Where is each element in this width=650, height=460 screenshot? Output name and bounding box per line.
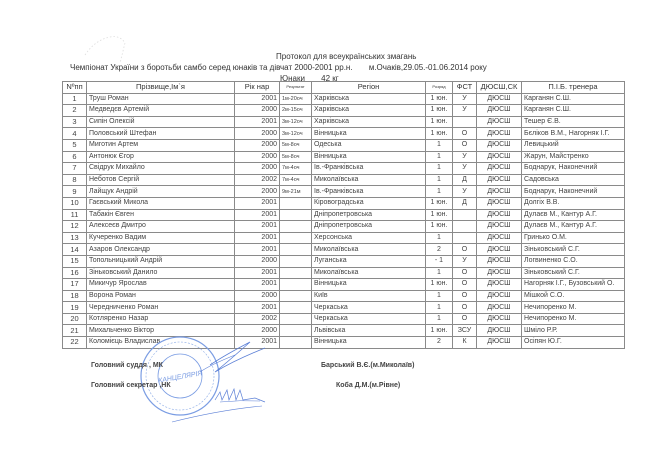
cell-birth-year: 2000 <box>235 105 280 117</box>
cell-sport-school: ДЮСШ <box>477 279 522 291</box>
table-row <box>63 290 625 302</box>
cell-row-number: 1 <box>63 93 87 105</box>
cell-fst <box>453 221 477 233</box>
cell-sport-school: ДЮСШ <box>477 232 522 244</box>
col-header-result: Результат <box>280 82 312 94</box>
col-header-coach: П.І.Б. тренера <box>522 82 625 94</box>
cell-row-number: 5 <box>63 139 87 151</box>
cell-result <box>280 337 312 349</box>
cell-region: Черкаська <box>312 313 426 325</box>
cell-region: Миколаївська <box>312 267 426 279</box>
table-row <box>63 128 625 140</box>
cell-sport-school: ДЮСШ <box>477 128 522 140</box>
cell-sport-rank: 1 <box>426 174 453 186</box>
cell-athlete-name: Кучеренко Вадим <box>87 232 235 244</box>
cell-coach-name: Нагорняк І.Г., Бузовський О. <box>522 279 625 291</box>
cell-birth-year: 2001 <box>235 337 280 349</box>
cell-fst <box>453 209 477 221</box>
cell-sport-school: ДЮСШ <box>477 139 522 151</box>
cell-region: Черкаська <box>312 302 426 314</box>
chief-judge-name: Барський В.Є.(м.Миколаїв) <box>321 362 415 369</box>
col-header-name: Прізвище,Ім`я <box>87 82 235 94</box>
table-row <box>63 93 625 105</box>
cell-fst <box>453 116 477 128</box>
cell-sport-school: ДЮСШ <box>477 93 522 105</box>
cell-athlete-name: Лайщук Андрій <box>87 186 235 198</box>
chief-judge-label: Головний суддя , МК <box>91 362 163 369</box>
cell-row-number: 7 <box>63 163 87 175</box>
cell-sport-rank: 1 <box>426 267 453 279</box>
col-header-school: ДЮСШ,СК <box>477 82 522 94</box>
table-row <box>63 163 625 175</box>
cell-result <box>280 255 312 267</box>
cell-coach-name: Левицький <box>522 139 625 151</box>
cell-athlete-name: Топольницький Андрій <box>87 255 235 267</box>
cell-sport-school: ДЮСШ <box>477 290 522 302</box>
cell-region: Ів.-Франківська <box>312 186 426 198</box>
cell-fst: О <box>453 313 477 325</box>
cell-row-number: 6 <box>63 151 87 163</box>
cell-region: Харківська <box>312 105 426 117</box>
document-title: Протокол для всеукраїнських змагань <box>276 52 417 61</box>
cell-region: Львівська <box>312 325 426 337</box>
cell-birth-year: 2001 <box>235 302 280 314</box>
cell-fst: У <box>453 105 477 117</box>
cell-coach-name: Боднарук, Наконечний <box>522 186 625 198</box>
table-row <box>63 255 625 267</box>
cell-region: Вінницька <box>312 128 426 140</box>
cell-birth-year: 2000 <box>235 139 280 151</box>
cell-sport-rank: 1 юн. <box>426 221 453 233</box>
cell-sport-rank: - 1 <box>426 255 453 267</box>
cell-fst: К <box>453 337 477 349</box>
cell-birth-year: 2001 <box>235 279 280 291</box>
cell-row-number: 9 <box>63 186 87 198</box>
cell-row-number: 16 <box>63 267 87 279</box>
cell-result: 9м-21м <box>280 186 312 198</box>
cell-birth-year: 2002 <box>235 174 280 186</box>
cell-athlete-name: Алексеєв Дмитро <box>87 221 235 233</box>
cell-sport-rank: 1 <box>426 139 453 151</box>
col-header-fst: ФСТ <box>453 82 477 94</box>
cell-row-number: 11 <box>63 209 87 221</box>
cell-sport-rank: 1 <box>426 313 453 325</box>
table-row <box>63 197 625 209</box>
cell-athlete-name: Неботов Сергій <box>87 174 235 186</box>
cell-fst: Д <box>453 174 477 186</box>
table-row <box>63 244 625 256</box>
cell-region: Дніпропетровська <box>312 209 426 221</box>
cell-region: Харківська <box>312 116 426 128</box>
col-header-region: Регіон <box>312 82 426 94</box>
place-and-date: м.Очаків,29.05.-01.06.2014 року <box>368 63 487 72</box>
cell-fst: У <box>453 151 477 163</box>
cell-sport-school: ДЮСШ <box>477 325 522 337</box>
cell-sport-rank: 1 юн. <box>426 116 453 128</box>
cell-birth-year: 2001 <box>235 116 280 128</box>
table-row <box>63 313 625 325</box>
cell-region: Київ <box>312 290 426 302</box>
cell-coach-name: Бєліков В.М., Нагорняк І.Г. <box>522 128 625 140</box>
cell-sport-school: ДЮСШ <box>477 244 522 256</box>
cell-fst: ЗСУ <box>453 325 477 337</box>
cell-result: 7м-4оч <box>280 174 312 186</box>
cell-birth-year: 2001 <box>235 267 280 279</box>
cell-result: 1м-20оч <box>280 93 312 105</box>
cell-birth-year: 2000 <box>235 151 280 163</box>
cell-row-number: 17 <box>63 279 87 291</box>
cell-athlete-name: Миготин Артем <box>87 139 235 151</box>
cell-row-number: 15 <box>63 255 87 267</box>
cell-birth-year: 2001 <box>235 93 280 105</box>
cell-sport-school: ДЮСШ <box>477 163 522 175</box>
cell-athlete-name: Коломієць Владислав <box>87 337 235 349</box>
cell-result: 3м-12оч <box>280 128 312 140</box>
stamp-text: КАНЦЕЛЯРІЯ <box>157 370 203 385</box>
cell-sport-rank: 2 <box>426 337 453 349</box>
cell-birth-year: 2002 <box>235 313 280 325</box>
cell-row-number: 3 <box>63 116 87 128</box>
cell-region: Одеська <box>312 139 426 151</box>
table-row <box>63 186 625 198</box>
cell-fst: О <box>453 279 477 291</box>
cell-region: Херсонська <box>312 232 426 244</box>
category-label: Юнаки <box>280 74 305 83</box>
cell-sport-rank: 1 <box>426 151 453 163</box>
cell-sport-school: ДЮСШ <box>477 267 522 279</box>
cell-birth-year: 2001 <box>235 244 280 256</box>
cell-athlete-name: Гаєвський Микола <box>87 197 235 209</box>
cell-result <box>280 209 312 221</box>
cell-region: Харківська <box>312 93 426 105</box>
cell-row-number: 8 <box>63 174 87 186</box>
document-subtitle <box>70 63 487 72</box>
cell-row-number: 13 <box>63 232 87 244</box>
cell-athlete-name: Азаров Олександр <box>87 244 235 256</box>
cell-result <box>280 197 312 209</box>
cell-result <box>280 267 312 279</box>
cell-result: 2м-15оч <box>280 105 312 117</box>
cell-birth-year: 2001 <box>235 209 280 221</box>
table-row <box>63 174 625 186</box>
cell-sport-rank: 1 юн. <box>426 325 453 337</box>
cell-coach-name: Тешер Є.В. <box>522 116 625 128</box>
cell-row-number: 12 <box>63 221 87 233</box>
cell-birth-year: 2000 <box>235 255 280 267</box>
cell-athlete-name: Половський Штефан <box>87 128 235 140</box>
cell-region: Миколаївська <box>312 174 426 186</box>
col-header-year: Рік нар <box>235 82 280 94</box>
cell-sport-rank: 1 юн. <box>426 197 453 209</box>
cell-row-number: 20 <box>63 313 87 325</box>
col-header-rank: Розряд <box>426 82 453 94</box>
cell-row-number: 2 <box>63 105 87 117</box>
cell-region: Ів.-Франківська <box>312 163 426 175</box>
col-header-number: Nºпп <box>63 82 87 94</box>
cell-athlete-name: Табакін Євген <box>87 209 235 221</box>
cell-sport-school: ДЮСШ <box>477 302 522 314</box>
cell-coach-name: Осіпян Ю.Г. <box>522 337 625 349</box>
cell-birth-year: 2000 <box>235 163 280 175</box>
cell-coach-name: Нечипоренко М. <box>522 302 625 314</box>
cell-result: 7м-4оч <box>280 163 312 175</box>
cell-sport-rank: 1 юн. <box>426 209 453 221</box>
cell-sport-rank: 2 <box>426 244 453 256</box>
cell-coach-name: Шміло Р.Р. <box>522 325 625 337</box>
cell-sport-school: ДЮСШ <box>477 255 522 267</box>
cell-sport-rank: 1 юн. <box>426 279 453 291</box>
cell-fst: У <box>453 186 477 198</box>
cell-sport-school: ДЮСШ <box>477 105 522 117</box>
cell-result <box>280 279 312 291</box>
cell-result: 5м-8оч <box>280 151 312 163</box>
cell-athlete-name: Труш Роман <box>87 93 235 105</box>
cell-athlete-name: Свідрук Михайло <box>87 163 235 175</box>
cell-sport-school: ДЮСШ <box>477 151 522 163</box>
cell-sport-rank: 1 юн. <box>426 128 453 140</box>
cell-fst <box>453 232 477 244</box>
cell-athlete-name: Сипін Олексій <box>87 116 235 128</box>
cell-coach-name: Карганян С.Ш. <box>522 93 625 105</box>
chief-secretary-label: Головний секретар ,НК <box>91 382 171 389</box>
cell-result <box>280 232 312 244</box>
table-header-row <box>63 82 625 94</box>
cell-coach-name: Нечипоренко М. <box>522 313 625 325</box>
cell-birth-year: 2001 <box>235 232 280 244</box>
cell-region: Вінницька <box>312 279 426 291</box>
cell-region: Дніпропетровська <box>312 221 426 233</box>
cell-athlete-name: Зіньковський Данило <box>87 267 235 279</box>
cell-row-number: 4 <box>63 128 87 140</box>
chief-secretary-name: Коба Д.М.(м.Рівне) <box>336 382 401 389</box>
cell-fst: О <box>453 290 477 302</box>
cell-result <box>280 290 312 302</box>
cell-row-number: 21 <box>63 325 87 337</box>
table-row <box>63 151 625 163</box>
cell-coach-name: Садовська <box>522 174 625 186</box>
cell-sport-rank: 1 <box>426 232 453 244</box>
cell-fst: О <box>453 267 477 279</box>
cell-coach-name: Боднарук, Наконечний <box>522 163 625 175</box>
table-row <box>63 209 625 221</box>
cell-coach-name: Дулаєв М., Кантур А.Г. <box>522 209 625 221</box>
cell-sport-rank: 1 <box>426 290 453 302</box>
cell-coach-name: Мішкой С.О. <box>522 290 625 302</box>
cell-sport-school: ДЮСШ <box>477 186 522 198</box>
cell-result <box>280 302 312 314</box>
table-row <box>63 279 625 291</box>
cell-birth-year: 2001 <box>235 221 280 233</box>
table-row <box>63 105 625 117</box>
weight-class: 42 кг <box>321 74 339 83</box>
cell-sport-school: ДЮСШ <box>477 221 522 233</box>
cell-result: 5м-8оч <box>280 139 312 151</box>
table-row <box>63 116 625 128</box>
cell-result <box>280 244 312 256</box>
cell-region: Вінницька <box>312 151 426 163</box>
cell-result <box>280 325 312 337</box>
cell-sport-school: ДЮСШ <box>477 337 522 349</box>
cell-coach-name: Долгіх В.В. <box>522 197 625 209</box>
cell-fst: Д <box>453 197 477 209</box>
cell-sport-rank: 1 <box>426 302 453 314</box>
cell-fst: У <box>453 93 477 105</box>
cell-row-number: 14 <box>63 244 87 256</box>
cell-region: Кіровоградська <box>312 197 426 209</box>
table-row <box>63 267 625 279</box>
table-row <box>63 232 625 244</box>
cell-row-number: 19 <box>63 302 87 314</box>
cell-result <box>280 313 312 325</box>
cell-sport-rank: 1 <box>426 163 453 175</box>
cell-row-number: 22 <box>63 337 87 349</box>
cell-region: Вінницька <box>312 337 426 349</box>
cell-sport-school: ДЮСШ <box>477 197 522 209</box>
table-row <box>63 139 625 151</box>
cell-sport-school: ДЮСШ <box>477 116 522 128</box>
faint-pencil-mark <box>80 25 140 65</box>
cell-sport-school: ДЮСШ <box>477 209 522 221</box>
cell-region: Миколаївська <box>312 244 426 256</box>
cell-athlete-name: Ворона Роман <box>87 290 235 302</box>
cell-sport-rank: 1 <box>426 186 453 198</box>
table-row <box>63 302 625 314</box>
cell-coach-name: Логвиненко С.О. <box>522 255 625 267</box>
cell-fst: О <box>453 128 477 140</box>
cell-sport-rank: 1 юн. <box>426 93 453 105</box>
cell-birth-year: 2000 <box>235 128 280 140</box>
cell-sport-school: ДЮСШ <box>477 313 522 325</box>
results-table <box>62 81 625 349</box>
cell-athlete-name: Антонюк Єгор <box>87 151 235 163</box>
cell-coach-name: Дулаєв М., Кантур А.Г. <box>522 221 625 233</box>
table-row <box>63 221 625 233</box>
cell-athlete-name: Котляренко Назар <box>87 313 235 325</box>
cell-birth-year: 2001 <box>235 197 280 209</box>
cell-birth-year: 2000 <box>235 186 280 198</box>
cell-fst: О <box>453 244 477 256</box>
cell-result: 3м-12оч <box>280 116 312 128</box>
cell-birth-year: 2000 <box>235 290 280 302</box>
cell-fst: О <box>453 302 477 314</box>
cell-result <box>280 221 312 233</box>
cell-coach-name: Зіньковський С.Г. <box>522 244 625 256</box>
cell-row-number: 10 <box>63 197 87 209</box>
cell-coach-name: Зіньковський С.Г. <box>522 267 625 279</box>
cell-athlete-name: Микичур Ярослав <box>87 279 235 291</box>
cell-region: Луганська <box>312 255 426 267</box>
cell-sport-rank: 1 юн. <box>426 105 453 117</box>
cell-athlete-name: Чередниченко Роман <box>87 302 235 314</box>
cell-fst: О <box>453 139 477 151</box>
cell-athlete-name: Михальченко Віктор <box>87 325 235 337</box>
cell-birth-year: 2000 <box>235 325 280 337</box>
cell-coach-name: Карганян С.Ш. <box>522 105 625 117</box>
cell-fst: У <box>453 255 477 267</box>
cell-coach-name: Жарун, Майстренко <box>522 151 625 163</box>
cell-athlete-name: Медведєв Артемій <box>87 105 235 117</box>
cell-row-number: 18 <box>63 290 87 302</box>
championship-name: Чемпіонат України з боротьби самбо серед юнаків та дівчат 2000-2001 рр.н. <box>70 63 353 72</box>
cell-sport-school: ДЮСШ <box>477 174 522 186</box>
cell-coach-name: Гринько О.М. <box>522 232 625 244</box>
cell-fst: У <box>453 163 477 175</box>
